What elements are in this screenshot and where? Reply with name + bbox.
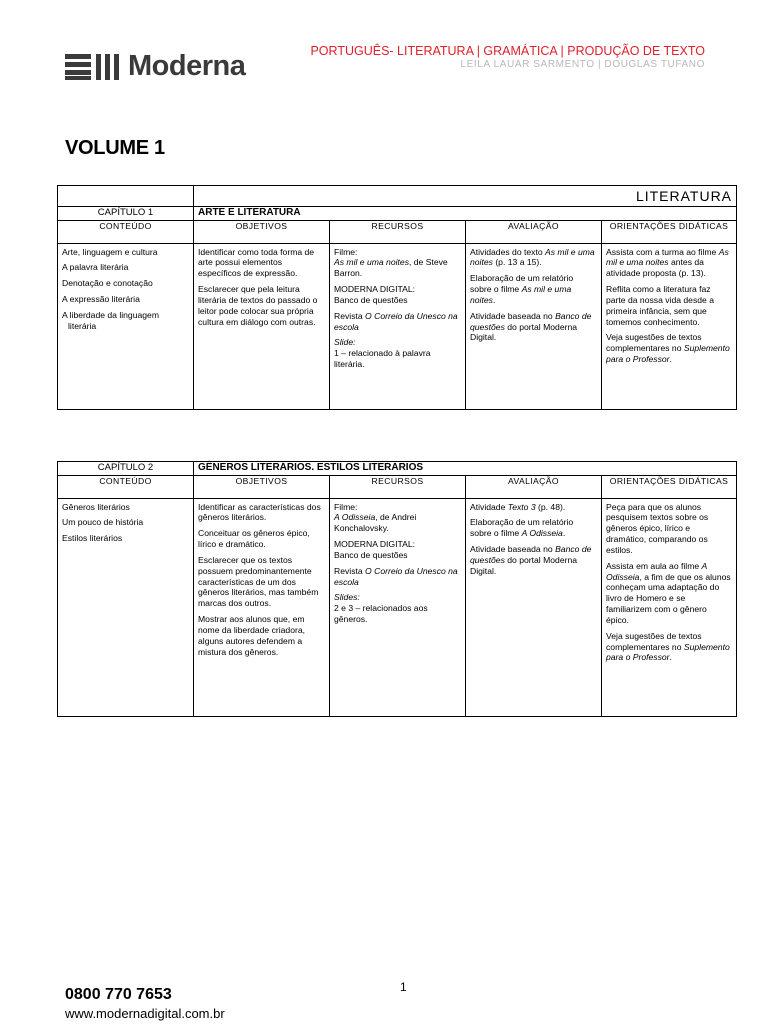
ch1-objetivo-item: Identificar como toda forma de arte possui elementos específicos de expressão. <box>198 246 315 279</box>
ch1-orient-2: Reflita como a literatura faz parte da nossa vida desde a primeira infância, sem que tomemos conhecimento. <box>606 284 714 327</box>
ch2-objetivo-item: Identificar as características dos gêneros literários. <box>198 501 321 523</box>
col-conteudo: CONTEÚDO <box>58 475 194 498</box>
col-objetivos: OBJETIVOS <box>194 220 330 243</box>
footer-phone: 0800 770 7653 <box>65 986 172 1003</box>
ch1-slide-label: Slide: <box>334 337 356 348</box>
ch1-conteudo-item: Arte, linguagem e cultura <box>62 246 158 257</box>
ch1-aval-1-title: As mil e uma noites <box>470 246 595 268</box>
ch2-objetivo-item: Esclarecer que os textos possuem predominantemente características de um dos gêneros literários, mas também marcas dos outros. <box>198 554 319 609</box>
chapter-1-label: CAPÍTULO 1 <box>58 207 194 221</box>
col-avaliacao: AVALIAÇÃO <box>466 475 602 498</box>
ch2-conteudo-item: Gêneros literários <box>62 501 130 512</box>
ch2-orient-3-title: Suplemento para o Professor <box>606 641 730 663</box>
col-avaliacao: AVALIAÇÃO <box>466 220 602 243</box>
ch2-conteudo-item: Estilos literários <box>62 533 123 544</box>
ch1-orientacoes-cell <box>602 243 737 409</box>
ch1-objetivos-cell <box>194 243 330 409</box>
ch1-filme-label: Filme: <box>334 246 358 257</box>
ch2-revista-pre: Revista <box>334 565 366 576</box>
col-orientacoes: ORIENTAÇÕES DIDÁTICAS <box>602 220 737 243</box>
ch1-revista-title: O Correio da Unesco na escola <box>334 310 458 332</box>
ch1-avaliacao-cell <box>466 243 602 409</box>
ch1-filme-rest: , de Steve Barron. <box>334 257 448 279</box>
ch2-aval-2-post: . <box>562 528 566 539</box>
header-info <box>310 44 705 70</box>
ch2-banco: Banco de questões <box>334 549 408 560</box>
ch1-aval-2-pre: Elaboração de um relatório sobre o filme <box>470 273 574 295</box>
ch1-conteudo-cell <box>58 243 194 409</box>
ch2-avaliacao-cell <box>466 498 602 716</box>
col-conteudo: CONTEÚDO <box>58 220 194 243</box>
col-orientacoes: ORIENTAÇÕES DIDÁTICAS <box>602 475 737 498</box>
ch2-aval-2-title: A Odisseia <box>521 528 563 539</box>
ch1-aval-2-post: . <box>492 294 496 305</box>
chapter-2-title: GÊNEROS LITERÁRIOS. ESTILOS LITERÁRIOS <box>194 462 737 476</box>
ch2-orient-3-pre: Veja sugestões de textos complementares no <box>606 630 702 652</box>
ch2-slide-text: 2 e 3 – relacionados aos gêneros. <box>334 603 428 625</box>
ch2-aval-3-post: do portal Moderna Digital. <box>470 554 578 576</box>
ch2-orient-1: Peça para que os alunos pesquisem textos sobre os gêneros épico, lírico e dramático, comparando os estilos. <box>606 501 709 555</box>
col-recursos: RECURSOS <box>330 475 466 498</box>
chapter-2-label: CAPÍTULO 2 <box>58 462 194 476</box>
ch2-orient-2-pre: Assista em aula ao filme <box>606 560 702 571</box>
ch1-objetivo-item: Esclarecer que pela leitura literária de textos do passado o leitor pode colocar sua própria cultura em diálogo com outras. <box>198 284 318 327</box>
col-objetivos: OBJETIVOS <box>194 475 330 498</box>
ch1-aval-1-post: (p. 13 a 15). <box>492 257 542 268</box>
chapter-1-table <box>57 185 737 410</box>
subject-line: PORTUGUÊS- LITERATURA | GRAMÁTICA | PRODUÇÃO DE TEXTO <box>310 44 705 58</box>
ch2-aval-3-pre: Atividade baseada no <box>470 544 556 555</box>
volume-title: VOLUME 1 <box>65 137 165 159</box>
ch2-filme-rest: , de Andrei Konchalovsky. <box>334 512 417 534</box>
ch2-aval-2-pre: Elaboração de um relatório sobre o filme <box>470 517 574 539</box>
ch1-conteudo-item: A liberdade da linguagem literária <box>62 309 159 331</box>
ch1-revista-pre: Revista <box>334 310 366 321</box>
ch2-orient-2-title: A Odisseia <box>606 560 707 582</box>
brand-name: Moderna <box>128 50 246 82</box>
area-label: LITERATURA <box>194 186 737 207</box>
ch2-conteudo-cell <box>58 498 194 716</box>
chapter-2-table <box>57 461 737 717</box>
ch2-aval-3-title: Banco de questões <box>470 544 592 565</box>
area-left-cell <box>58 186 194 207</box>
ch1-orient-1-post: antes da atividade proposta (p. 13). <box>606 257 706 279</box>
ch1-slide-text: 1 – relacionado à palavra literária. <box>334 348 431 370</box>
page-number: 1 <box>400 980 407 994</box>
footer-website: www.modernadigital.com.br <box>65 1006 225 1021</box>
ch1-orient-3-post: . <box>669 354 672 365</box>
ch2-recursos-cell <box>330 498 466 716</box>
ch1-conteudo-item: Denotação e conotação <box>62 278 153 289</box>
ch1-orient-1-pre: Assista com a turma ao filme <box>606 246 719 257</box>
ch1-orient-3-title: Suplemento para o Professor <box>606 343 730 365</box>
ch1-orient-1-title: As mil e uma noites <box>606 246 729 268</box>
ch2-filme-title: A Odisseia <box>334 512 376 523</box>
ch1-aval-3-pre: Atividade baseada no <box>470 310 556 321</box>
ch2-digital-label: MODERNA DIGITAL: <box>334 539 416 550</box>
ch1-filme-title: As mil e uma noites <box>334 257 409 268</box>
ch1-aval-3-post: do portal Moderna Digital. <box>470 321 578 343</box>
ch2-objetivos-cell <box>194 498 330 716</box>
ch1-conteudo-item: A expressão literária <box>62 294 140 305</box>
authors-line: LEILA LAUAR SARMENTO | DOUGLAS TUFANO <box>460 59 705 70</box>
moderna-logo <box>65 50 245 83</box>
ch2-aval-1-post: (p. 48). <box>535 501 566 512</box>
ch2-objetivo-item: Conceituar os gêneros épico, lírico e dramático. <box>198 528 310 550</box>
ch2-aval-1-title: Texto 3 <box>507 501 536 512</box>
ch1-aval-1-pre: Atividades do texto <box>470 246 546 257</box>
ch2-orient-3-post: . <box>669 652 672 663</box>
chapter-1-title: ARTE E LITERATURA <box>194 207 737 221</box>
ch1-recursos-cell <box>330 243 466 409</box>
ch2-revista-title: O Correio da Unesco na escola <box>334 565 458 587</box>
ch1-aval-3-title: Banco de questões <box>470 310 592 332</box>
ch2-conteudo-item: Um pouco de história <box>62 517 144 528</box>
col-recursos: RECURSOS <box>330 220 466 243</box>
ch2-slide-label: Slides: <box>334 592 360 603</box>
ch2-orientacoes-cell <box>602 498 737 716</box>
ch2-aval-1-pre: Atividade <box>470 501 508 512</box>
ch1-conteudo-item: A palavra literária <box>62 262 129 273</box>
ch2-objetivo-item: Mostrar aos alunos que, em nome da liberdade criadora, alguns autores defendem a mistura dos gêneros. <box>198 614 306 657</box>
ch1-aval-2-title: As mil e uma noites <box>470 284 572 305</box>
ch2-orient-2-post: , a fim de que os alunos conheçam uma adaptação do livro de Homero e se familiarizem com o gênero épico. <box>606 571 731 625</box>
ch1-digital-label: MODERNA DIGITAL: <box>334 284 416 295</box>
ch1-orient-3-pre: Veja sugestões de textos complementares no <box>606 332 702 354</box>
moderna-logo-icon <box>65 53 120 81</box>
ch1-banco: Banco de questões <box>334 294 408 305</box>
ch2-filme-label: Filme: <box>334 501 358 512</box>
